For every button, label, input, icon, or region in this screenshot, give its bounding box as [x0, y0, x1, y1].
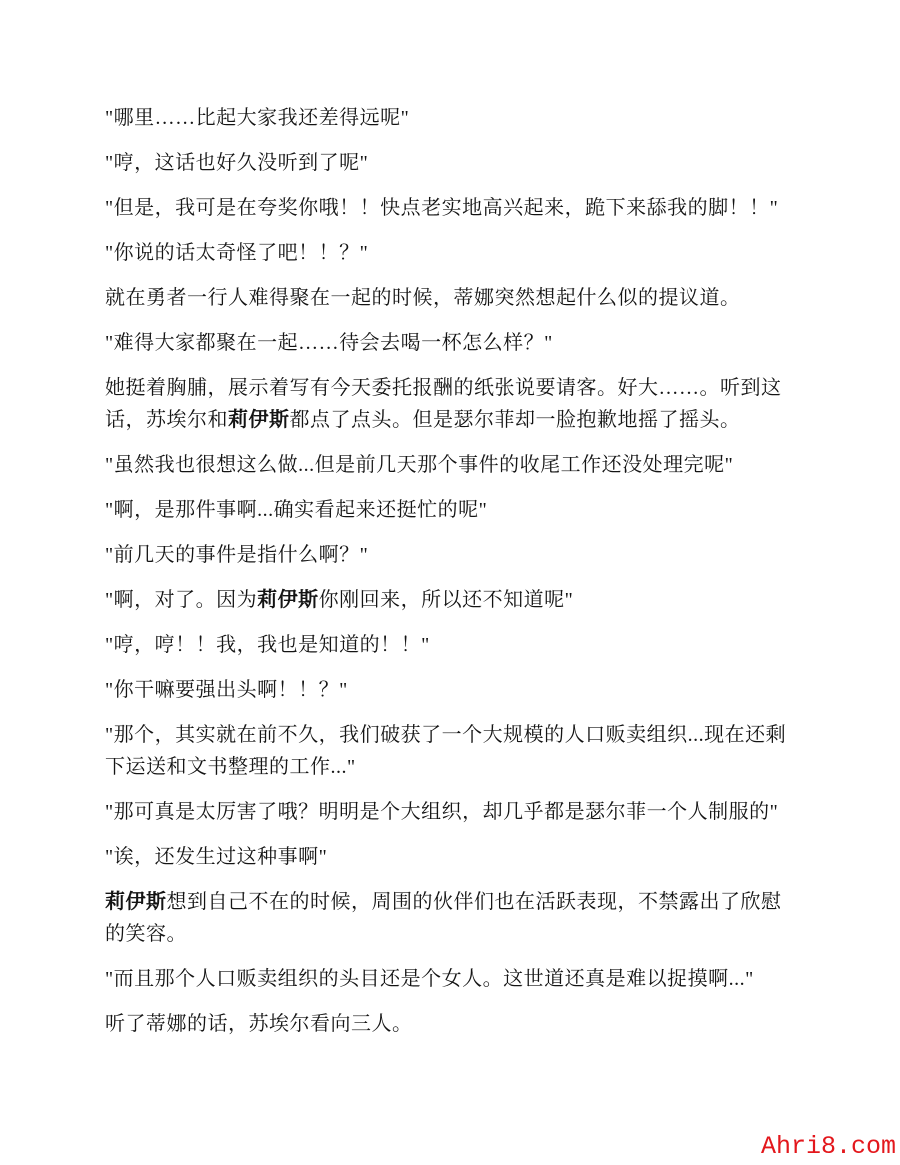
text-segment: 想到自己不在的时候，周围的伙伴们也在活跃表现，不禁露出了欣慰的笑容。: [105, 891, 782, 945]
text-segment: "难得大家都聚在一起……待会去喝一杯怎么样？": [105, 332, 553, 354]
text-segment: "但是，我可是在夸奖你哦！！快点老实地高兴起来，跪下来舔我的脚！！": [105, 197, 779, 219]
text-segment: "前几天的事件是指什么啊？": [105, 544, 369, 566]
character-name-emphasis: 莉伊斯: [228, 409, 290, 431]
paragraph: [105, 192, 800, 224]
text-segment: "哪里……比起大家我还差得远呢": [105, 107, 410, 129]
paragraph: [105, 796, 800, 828]
paragraph: [105, 886, 800, 950]
text-segment: "啊，是那件事啊...确实看起来还挺忙的呢": [105, 499, 488, 521]
text-segment: 都点了点头。但是瑟尔菲却一脸抱歉地摇了摇头。: [289, 409, 741, 431]
paragraph: [105, 584, 800, 616]
character-name-emphasis: 莉伊斯: [257, 589, 319, 611]
paragraph: [105, 674, 800, 706]
text-segment: "哼，这话也好久没听到了呢": [105, 152, 369, 174]
text-segment: "那可真是太厉害了哦？明明是个大组织，却几乎都是瑟尔菲一个人制服的": [105, 801, 779, 823]
paragraph: [105, 629, 800, 661]
text-segment: "哼，哼！！我，我也是知道的！！": [105, 634, 430, 656]
paragraph: [105, 237, 800, 269]
paragraph: [105, 841, 800, 873]
paragraph: [105, 102, 800, 134]
text-segment: "诶，还发生过这种事啊": [105, 846, 328, 868]
paragraph: [105, 327, 800, 359]
paragraph: [105, 719, 800, 783]
paragraph: [105, 282, 800, 314]
text-segment: "那个，其实就在前不久，我们破获了一个大规模的人口贩卖组织...现在还剩下运送和文书整理的工作...": [105, 724, 787, 778]
text-segment: "啊，对了。因为: [105, 589, 258, 611]
paragraph: [105, 449, 800, 481]
paragraph: [105, 963, 800, 995]
text-segment: 她挺着胸脯，展示着写有今天委托报酬的纸张说要请客。好大……。听到这话，苏埃尔和: [105, 377, 782, 431]
text-segment: "你说的话太奇怪了吧！！？": [105, 242, 369, 264]
text-segment: "虽然我也很想这么做...但是前几天那个事件的收尾工作还没处理完呢": [105, 454, 734, 476]
paragraph: [105, 147, 800, 179]
paragraph: [105, 494, 800, 526]
character-name-emphasis: 莉伊斯: [105, 891, 167, 913]
paragraph: [105, 1008, 800, 1040]
text-segment: "你干嘛要强出头啊！！？": [105, 679, 348, 701]
paragraph: [105, 372, 800, 436]
watermark: Ahri8.com: [760, 1132, 896, 1161]
text-segment: 听了蒂娜的话，苏埃尔看向三人。: [105, 1013, 413, 1035]
paragraph: [105, 539, 800, 571]
page-content: [105, 0, 800, 1053]
text-segment: "而且那个人口贩卖组织的头目还是个女人。这世道还真是难以捉摸啊...": [105, 968, 754, 990]
text-segment: 就在勇者一行人难得聚在一起的时候，蒂娜突然想起什么似的提议道。: [105, 287, 741, 309]
text-segment: 你刚回来，所以还不知道呢": [318, 589, 574, 611]
